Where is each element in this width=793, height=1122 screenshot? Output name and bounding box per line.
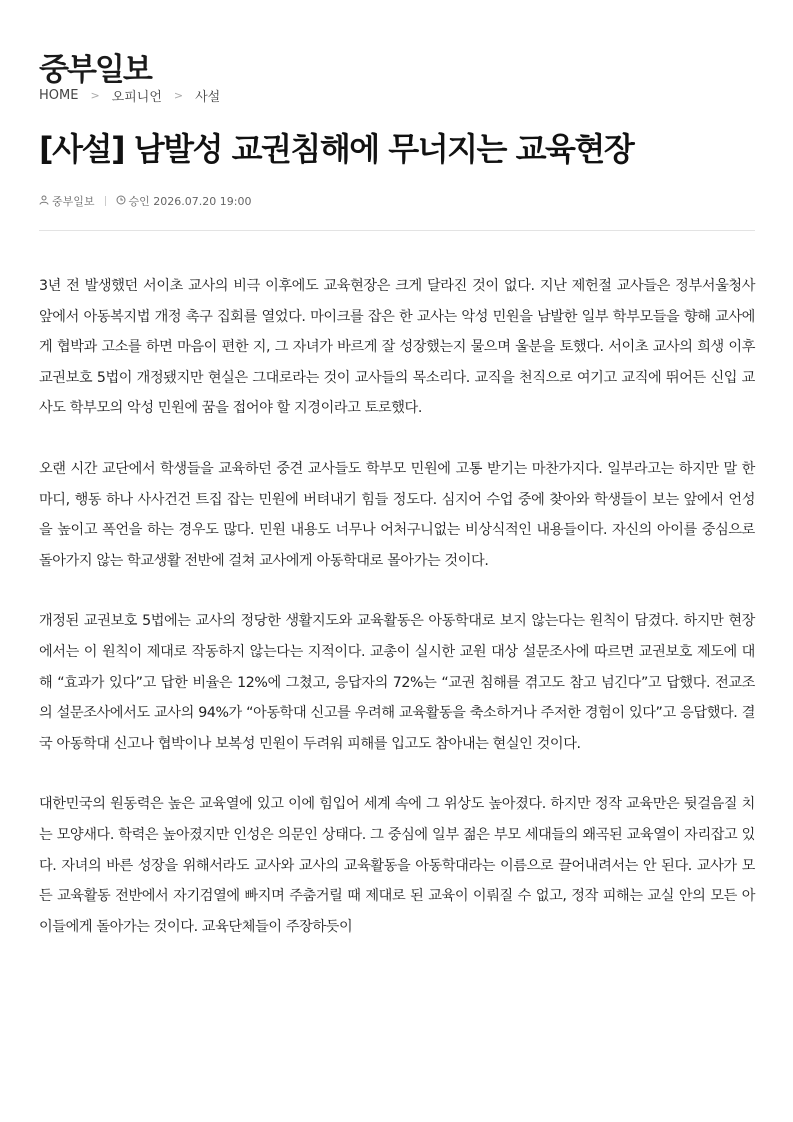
article-author[interactable]: 중부일보: [52, 195, 95, 208]
article-body: [39, 271, 755, 972]
article-title: [사설] 남발성 교권침해에 무너지는 교육현장: [39, 130, 634, 168]
article-paragraph: 3년 전 발생했던 서이초 교사의 비극 이후에도 교육현장은 크게 달라진 것이 없다. 지난 제헌절 교사들은 정부서울청사 앞에서 아동복지법 개정 촉구 집회를 열었다. 마이크를 잡은 한 교사는 악성 민원을 남발한 일부 학부모들을 향해 교사에게 협박과 고소를 하면 마음이 편한 지, 그 자녀가 바르게 잘 성장했는지 물으며 울분을 토했다. 서이초 교사의 희생 이후 교권보호 5법이 개정됐지만 현실은 그대로라는 것이 교사들의 목소리다. 교직을 천직으로 여기고 교직에 뛰어든 신입 교사도 학부모의 악성 민원에 꿈을 접어야 할 지경이라고 토로했다.: [39, 278, 755, 417]
header-divider: [39, 230, 755, 231]
breadcrumb-section[interactable]: 오피니언: [111, 90, 162, 105]
article-paragraph: 대한민국의 원동력은 높은 교육열에 있고 이에 힘입어 세계 속에 그 위상도 높아졌다. 하지만 정작 교육만은 뒷걸음질 치는 모양새다. 학력은 높아졌지만 인성은 의문인 상태다. 그 중심에 일부 젊은 부모 세대들의 왜곡된 교육열이 자리잡고 있다. 자녀의 바른 성장을 위해서라도 교사와 교사의 교육활동을 아동학대라는 이름으로 끌어내려서는 안 된다. 교사가 모든 교육활동 전반에서 자기검열에 빠지며 주춤거릴 때 제대로 된 교육이 이뤄질 수 없고, 정작 피해는 교실 안의 모든 아이들에게 돌아가는 것이다. 교육단체들이 주장하듯이: [39, 796, 755, 935]
article-paragraph: 개정된 교권보호 5법에는 교사의 정당한 생활지도와 교육활동은 아동학대로 보지 않는다는 원칙이 담겼다. 하지만 현장에서는 이 원칙이 제대로 작동하지 않는다는 지적이다. 교총이 실시한 교원 대상 설문조사에 따르면 교권보호 제도에 대해 “효과가 있다”고 답한 비율은 12%에 그쳤고, 응답자의 72%는 “교권 침해를 겪고도 참고 넘긴다”고 답했다. 전교조의 설문조사에서도 교사의 94%가 “아동학대 신고를 우려해 교육활동을 축소하거나 주저한 경험이 있다”고 응답했다. 결국 아동학대 신고나 협박이나 보복성 민원이 두려워 피해를 입고도 참아내는 현실인 것이다.: [39, 613, 755, 752]
article-approved-date: 승인 2026.07.20 19:00: [128, 195, 252, 208]
breadcrumb-subsection[interactable]: 사설: [195, 90, 221, 105]
article-meta: [39, 193, 251, 209]
meta-divider: [105, 196, 106, 206]
breadcrumb-separator-icon: >: [173, 89, 184, 102]
site-logo[interactable]: 중부일보: [39, 52, 151, 88]
person-icon: [39, 195, 49, 208]
breadcrumb-home[interactable]: HOME: [39, 88, 79, 103]
breadcrumb-separator-icon: >: [90, 89, 100, 102]
breadcrumb: [39, 86, 220, 105]
clock-icon: [116, 195, 126, 208]
article-paragraph: 오랜 시간 교단에서 학생들을 교육하던 중견 교사들도 학부모 민원에 고통 받기는 마찬가지다. 일부라고는 하지만 말 한 마디, 행동 하나 사사건건 트집 잡는 민원에 버텨내기 힘들 정도다. 심지어 수업 중에 찾아와 학생들이 보는 앞에서 언성을 높이고 폭언을 하는 경우도 많다. 민원 내용도 너무나 어처구니없는 비상식적인 내용들이다. 자신의 아이를 중심으로 돌아가지 않는 학교생활 전반에 걸쳐 교사에게 아동학대로 몰아가는 것이다.: [39, 460, 755, 569]
